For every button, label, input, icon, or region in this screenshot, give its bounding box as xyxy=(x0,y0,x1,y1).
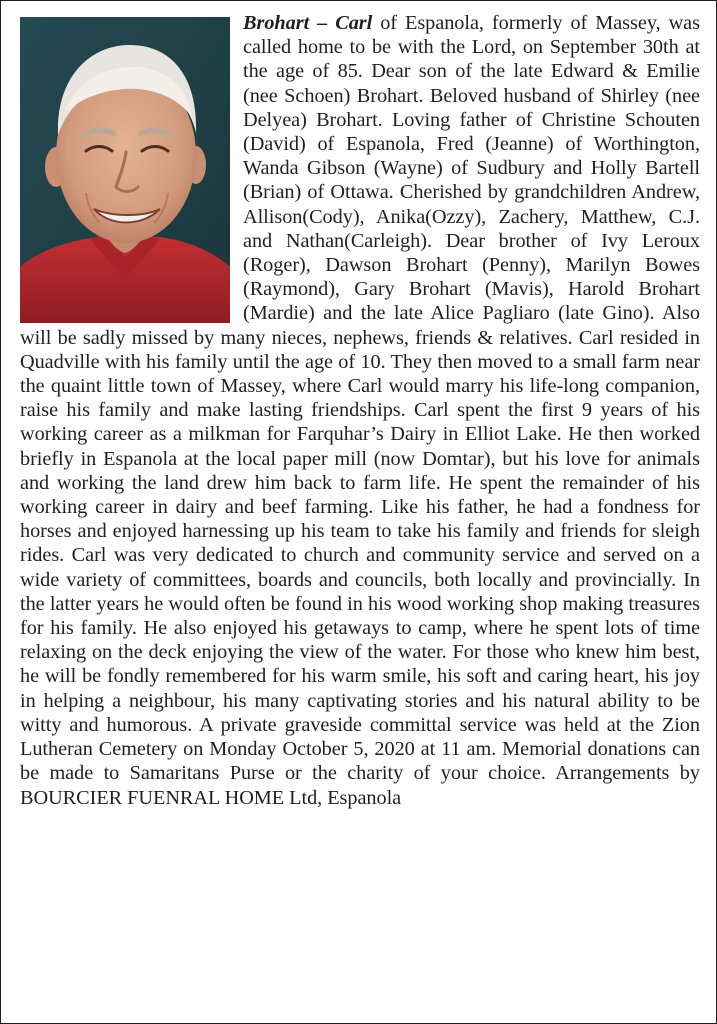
obituary-name-surname: Brohart xyxy=(243,12,310,34)
obituary-body: of Espanola, formerly of Massey, was called home to be with the Lord, on September 30th at the age of 85. Dear son of the late Edward & Emilie (nee Schoen) Brohart. Beloved husband of Shirley (nee Delyea) Brohart. Loving father of Christine Schouten (David) of Espanola, Fred (Jeanne) of Worthington, Wanda Gibson (Wayne) of Sudbury and Holly Bartell (Brian) of Ottawa. Cherished by grandchildren Andrew, Allison(Cody), Anika(Ozzy), Zachery, Matthew, C.J. and Nathan(Carleigh). Dear brother of Ivy Leroux (Roger), Dawson Brohart (Penny), Marilyn Bowes (Raymond), Gary Brohart (Mavis), Harold Brohart (Mardie) and the late Alice Pagliaro (late Gino). Also will be sadly missed by many nieces, nephews, friends & relatives. Carl resided in Quadville with his family until the age of 10. They then moved to a small farm near the quaint little town of Massey, where Carl would marry his life-long companion, raise his family and make lasting friendships. Carl spent the first 9 years of his working career as a milkman for Farquhar’s Dairy in Elliot Lake. He then worked briefly in Espanola at the local paper mill (now Domtar), but his love for animals and working the land drew him back to farm life. He spent the remainder of his working career in dairy and beef farming. Like his father, he had a fondness for horses and enjoyed harnessing up his team to take his family and friends for sleigh rides. Carl was very dedicated to church and community service and served on a wide variety of committees, boards and councils, both locally and provincially. In the latter years he would often be found in his wood working shop making treasures for his family. He also enjoyed his getaways to camp, where he spent lots of time relaxing on the deck enjoying the view of the water. For those who knew him best, he will be fondly remembered for his warm smile, his soft and caring heart, his joy in helping a neighbour, his many captivating stories and his natural ability to be witty and humorous. A private graveside committal service was held at the Zion Lutheran Cemetery on Monday October 5, 2020 at 11 am. Memorial donations can be made to Samaritans Purse or the charity of your choice. Arrangements by BOURCIER FUENRAL HOME Ltd, Espanola xyxy=(20,12,700,809)
obituary-name-dash: – xyxy=(317,12,328,34)
obituary-name-given: Carl xyxy=(335,12,373,34)
obituary-text xyxy=(20,11,700,810)
portrait-photo-icon xyxy=(20,17,230,323)
portrait-photo xyxy=(20,17,230,323)
